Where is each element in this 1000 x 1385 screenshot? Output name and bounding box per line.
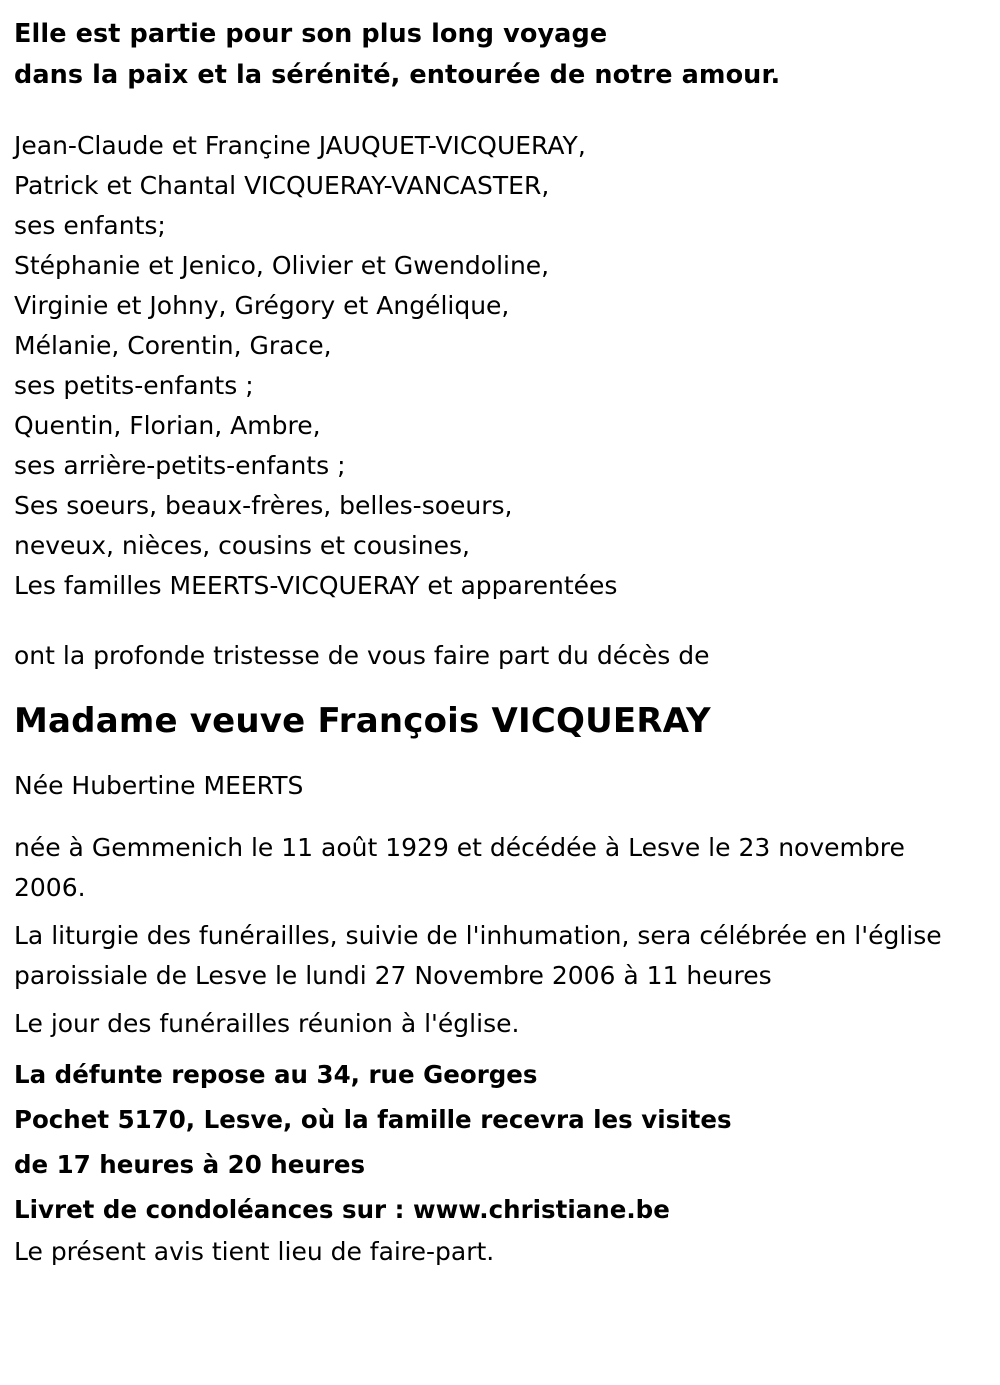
details-block <box>14 828 970 1044</box>
spacer-after-name <box>14 744 970 766</box>
family-line: ses arrière-petits-enfants ; <box>14 451 346 480</box>
family-line: ses petits-enfants ; <box>14 371 254 400</box>
family-line: Mélanie, Corentin, Grace, <box>14 331 332 360</box>
condolence-book-line: Livret de condoléances sur : www.christiane.be <box>14 1195 670 1224</box>
ceremony-info: La liturgie des funérailles, suivie de l'inhumation, sera célébrée en l'église paroissiale de Lesve le lundi 27 Novembre 2006 à 11 heures <box>14 921 950 990</box>
notice-line: Pochet 5170, Lesve, où la famille recevra les visites <box>14 1105 732 1134</box>
family-list <box>14 126 970 606</box>
announcement-text: ont la profonde tristesse de vous faire part du décès de <box>14 641 710 670</box>
notice-line: La défunte repose au 34, rue Georges <box>14 1060 538 1089</box>
announcement-block <box>14 636 970 676</box>
intro-line-1: Elle est partie pour son plus long voyage <box>14 19 608 49</box>
spacer-after-family <box>14 606 970 636</box>
intro-line-2: dans la paix et la sérénité, entourée de notre amour. <box>14 60 781 90</box>
gathering-info: Le jour des funérailles réunion à l'église. <box>14 1009 520 1038</box>
visiting-notice <box>14 1052 970 1232</box>
closing-block <box>14 1232 970 1272</box>
intro-verse <box>14 14 970 96</box>
birth-death-info: née à Gemmenich le 11 août 1929 et décédée à Lesve le 23 novembre 2006. <box>14 833 913 902</box>
family-line: Stéphanie et Jenico, Olivier et Gwendoline, <box>14 251 550 280</box>
spacer-after-intro <box>14 96 970 126</box>
family-line: Ses soeurs, beaux-frères, belles-soeurs, <box>14 491 513 520</box>
deceased-name: Madame veuve François VICQUERAY <box>14 701 711 741</box>
family-line: Les familles MEERTS-VICQUERAY et apparentées <box>14 571 618 600</box>
spacer-before-name <box>14 676 970 698</box>
closing-text: Le présent avis tient lieu de faire-part. <box>14 1237 495 1266</box>
notice-line: de 17 heures à 20 heures <box>14 1150 366 1179</box>
family-line: Virginie et Johny, Grégory et Angélique, <box>14 291 510 320</box>
family-line: Quentin, Florian, Ambre, <box>14 411 321 440</box>
birth-name: Née Hubertine MEERTS <box>14 771 304 800</box>
family-line: ses enfants; <box>14 211 166 240</box>
family-line: neveux, nièces, cousins et cousines, <box>14 531 471 560</box>
spacer-after-birth-name <box>14 806 970 828</box>
family-line: Patrick et Chantal VICQUERAY-VANCASTER, <box>14 171 550 200</box>
family-line: Jean-Claude et Françine JAUQUET-VICQUERAY, <box>14 131 586 160</box>
